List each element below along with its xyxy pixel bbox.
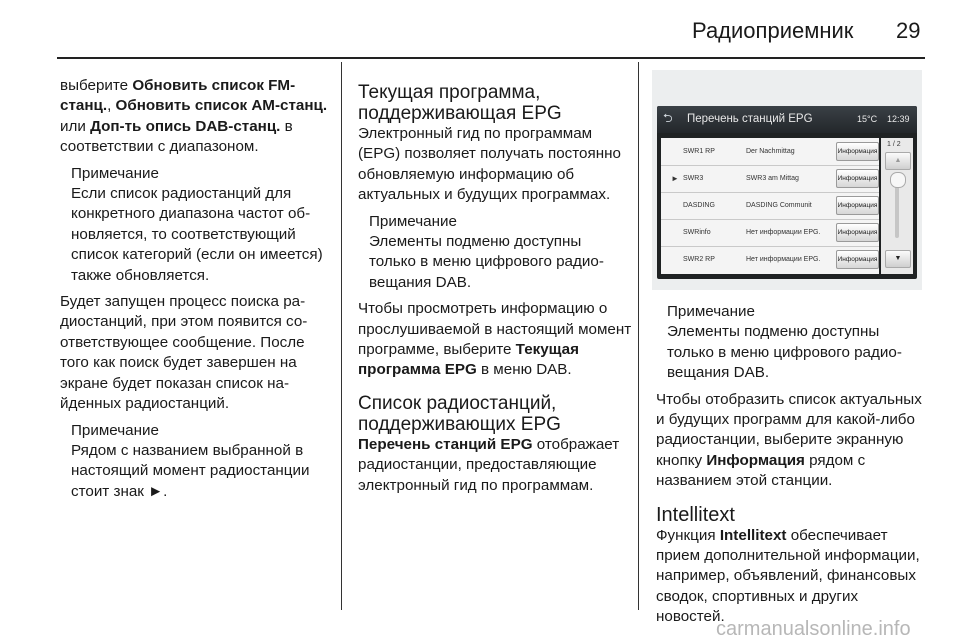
chevron-up-icon: ▲ — [894, 157, 902, 164]
program-name: Der Nachmittag — [746, 148, 795, 155]
note-title: Примечание — [71, 421, 159, 439]
clock-readout: 12:39 — [887, 114, 910, 124]
page-indicator: 1 / 2 — [887, 141, 901, 148]
back-icon[interactable]: ⮌ — [663, 111, 673, 125]
program-name: SWR3 am Mittag — [746, 175, 799, 182]
section-heading: Intellitext — [656, 503, 735, 526]
chevron-down-icon: ▼ — [894, 255, 902, 262]
paragraph: Перечень станций EPG отображает радиостанции, предоставляющие электронный гид по программам. — [358, 435, 620, 494]
column-divider — [341, 62, 342, 610]
screen-title-bar — [657, 106, 917, 133]
scrollbar-thumb[interactable] — [890, 172, 906, 188]
section-heading: Список радиостанций, поддерживающих EPG — [358, 392, 561, 435]
note-box — [60, 164, 328, 286]
station-row[interactable] — [661, 219, 879, 247]
station-name: SWRinfo — [683, 229, 711, 236]
column-1 — [60, 76, 328, 508]
paragraph: выберите Обновить список FM-станц., Обновить список AM-станц. или Доп-ть опись DAB-станц. в соответствии с диапазоном. — [60, 77, 328, 156]
station-list — [661, 138, 879, 274]
note-text: Если список радиостанций для конкретного диапазона частот обновляется, то соответствующий список категорий (если он имеется) также обновляется. — [71, 185, 323, 284]
column-3 — [656, 302, 926, 634]
info-button[interactable]: Информация — [836, 250, 879, 269]
program-name: Нет информации EPG. — [746, 256, 821, 263]
note-box — [60, 421, 328, 503]
paragraph: Чтобы просмотреть информацию о прослушиваемой в настоящий момент программе, выберите Текущая программа EPG в меню DAB. — [358, 300, 632, 379]
station-name: SWR1 RP — [683, 148, 715, 155]
header-divider — [57, 57, 925, 59]
note-text: Элементы подменю доступны только в меню цифрового радиовещания DAB. — [369, 233, 604, 291]
note-text: Элементы подменю доступны только в меню цифрового радиовещания DAB. — [667, 323, 902, 382]
note-title: Примечание — [369, 212, 457, 230]
note-box — [358, 212, 632, 294]
info-button[interactable]: Информация — [836, 223, 879, 242]
section-heading: Текущая программа, поддерживающая EPG — [358, 82, 562, 124]
running-header-title: Радиоприемник — [692, 18, 854, 43]
scroll-down-button[interactable] — [885, 250, 911, 268]
info-button[interactable]: Информация — [836, 196, 879, 215]
note-title: Примечание — [71, 164, 159, 182]
scroll-up-button[interactable] — [885, 152, 911, 170]
paragraph: Чтобы отобразить список актуальных и будущих программ для какой-либо радиостанции, выберите экранную кнопку Информация рядом с названием этой станции. — [656, 390, 922, 490]
paragraph: Функция Intellitext обеспечивает прием дополнительной информации, например, объявлений, финансовых сводок, спортивных и других новостей. — [656, 526, 920, 626]
infotainment-screenshot — [652, 70, 922, 290]
screen-title: Перечень станций EPG — [687, 113, 813, 125]
program-name: Нет информации EPG. — [746, 229, 821, 236]
paragraph: Будет запущен процесс поиска радиостанций, при этом появится соответствующее сообщение. После того как поиск будет завершен на экране будет показан список найденных радиостанций. — [60, 293, 308, 413]
column-divider — [638, 62, 639, 610]
program-name: DASDING Communit — [746, 202, 812, 209]
note-title: Примечание — [667, 303, 755, 320]
note-box — [656, 302, 926, 384]
paragraph: Электронный гид по программам (EPG) позволяет получать постоянно обновляемую информацию об актуальных и будущих программах. — [358, 125, 621, 204]
temperature-readout: 15°C — [857, 114, 878, 124]
list-scroll-panel — [881, 138, 913, 274]
station-name: SWR3 — [683, 175, 704, 182]
display-screen — [657, 106, 917, 279]
station-row[interactable] — [661, 192, 879, 220]
column-2 — [358, 82, 632, 502]
station-row[interactable] — [661, 246, 879, 273]
selected-marker-icon: ► — [671, 174, 679, 183]
note-text: Рядом с названием выбранной в настоящий момент радиостанции стоит знак ►. — [71, 441, 310, 500]
station-name: SWR2 RP — [683, 256, 715, 263]
info-button[interactable]: Информация — [836, 142, 879, 161]
station-row[interactable] — [661, 138, 879, 166]
info-button[interactable]: Информация — [836, 169, 879, 188]
station-row[interactable] — [661, 165, 879, 193]
watermark: carmanualsonline.info — [716, 618, 911, 640]
page-number: 29 — [896, 18, 921, 43]
station-name: DASDING — [683, 202, 715, 209]
